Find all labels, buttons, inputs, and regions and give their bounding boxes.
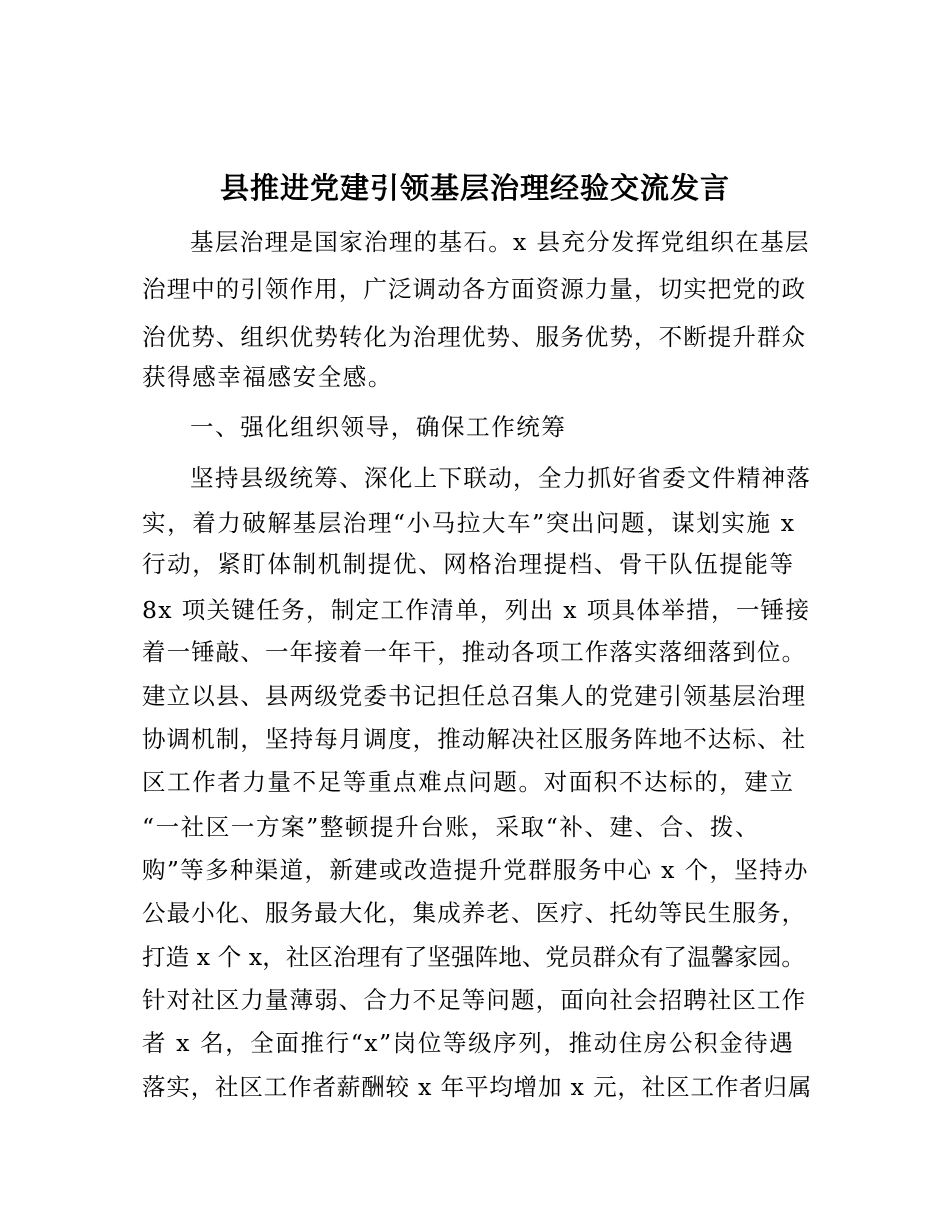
section-1-line-4: 8x 项关键任务，制定工作清单，列出 x 项具体举措，一锤接: [142, 596, 811, 624]
section-1-line-9: “一社区一方案”整顿提升台账，采取“补、建、合、拨、: [142, 813, 761, 841]
section-1-line-3: 行动，紧盯体制机制提优、网格治理提档、骨干队伍提能等: [142, 550, 795, 578]
section-1-line-1: 坚持县级统筹、深化上下联动，全力抓好省委文件精神落: [190, 464, 812, 492]
section-1-line-7: 协调机制，坚持每月调度，推动解决社区服务阵地不达标、社: [142, 725, 807, 753]
intro-line-4: 获得感幸福感安全感。: [142, 363, 393, 391]
document-title: 县推进党建引领基层治理经验交流发言: [219, 171, 730, 205]
section-1-line-14: 者 x 名，全面推行“x”岗位等级序列，推动住房公积金待遇: [142, 1029, 795, 1057]
intro-line-1: 基层治理是国家治理的基石。x 县充分发挥党组织在基层: [190, 228, 810, 256]
section-1-heading: 一、强化组织领导，确保工作统筹: [190, 413, 567, 441]
section-1-line-6: 建立以县、县两级党委书记担任总召集人的党建引领基层治理: [142, 682, 807, 710]
section-1-line-8: 区工作者力量不足等重点难点问题。对面积不达标的，建立: [142, 768, 795, 796]
intro-line-2: 治理中的引领作用，广泛调动各方面资源力量，切实把党的政: [142, 275, 807, 303]
section-1-line-11: 公最小化、服务最大化，集成养老、医疗、托幼等民生服务，: [142, 899, 807, 927]
section-1-line-15: 落实，社区工作者薪酬较 x 年平均增加 x 元，社区工作者归属: [142, 1073, 813, 1101]
intro-line-3: 治优势、组织优势转化为治理优势、服务优势，不断提升群众: [142, 323, 807, 351]
section-1-line-13: 针对社区力量薄弱、合力不足等问题，面向社会招聘社区工作: [142, 986, 807, 1014]
section-1-line-12: 打造 x 个 x，社区治理有了坚强阵地、党员群众有了温馨家园。: [142, 943, 806, 971]
section-1-line-5: 着一锤敲、一年接着一年干，推动各项工作落实落细落到位。: [142, 638, 807, 666]
section-1-line-10: 购”等多种渠道，新建或改造提升党群服务中心 x 个，坚持办: [142, 856, 809, 884]
section-1-line-2: 实，着力破解基层治理“小马拉大车”突出问题，谋划实施 x: [142, 509, 796, 537]
